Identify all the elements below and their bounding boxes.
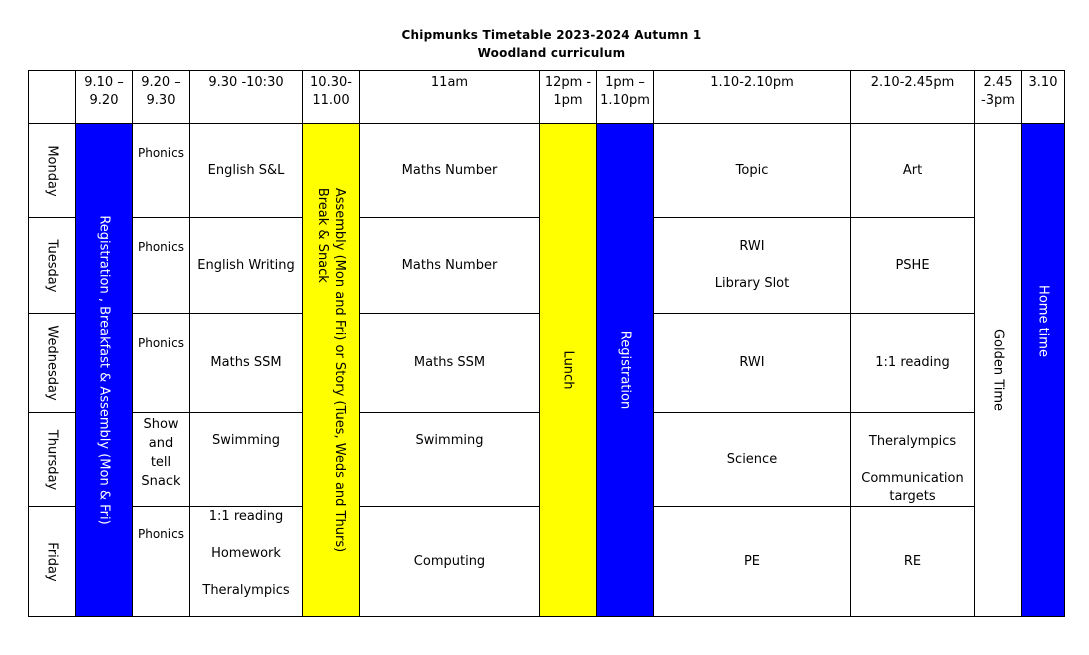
home-time-label: Home time [1035, 284, 1051, 357]
friday-homework-line: Homework [211, 546, 281, 561]
registration-block [596, 123, 654, 617]
header-1300 [596, 70, 654, 124]
tell-line: tell [150, 455, 172, 470]
registration-breakfast-block [75, 123, 133, 617]
phonics-wednesday-label: Phonics [138, 336, 184, 350]
session210-tuesday-label: PSHE [895, 257, 930, 273]
break-snack-label: Break & Snack [315, 187, 330, 283]
session110-friday-label: PE [743, 553, 761, 569]
header-1310 [653, 70, 851, 124]
session11-monday-label: Maths Number [401, 162, 498, 178]
session210-monday [850, 123, 975, 218]
session930-wednesday-label: Maths SSM [210, 355, 282, 370]
session110-monday [653, 123, 851, 218]
day-wednesday [28, 313, 76, 413]
header-1030-line1: 10.30- [310, 75, 352, 90]
session11-thursday [359, 412, 540, 507]
session110-thursday-label: Science [726, 451, 778, 467]
assembly-break-text [314, 188, 348, 552]
theralympics-line: Theralympics [868, 434, 957, 449]
session110-monday-label: Topic [735, 162, 769, 178]
header-1100 [359, 70, 540, 124]
session210-wednesday [850, 313, 975, 413]
session210-monday-label: Art [902, 162, 923, 178]
header-1445 [974, 70, 1022, 124]
header-0910 [75, 70, 133, 124]
session11-tuesday-label: Maths Number [401, 257, 498, 273]
assembly-break-block [302, 123, 360, 617]
golden-time-label: Golden Time [990, 328, 1006, 412]
session110-friday [653, 506, 851, 617]
header-0910-line1: 9.10 – [84, 75, 124, 90]
session11-friday-label: Computing [413, 553, 486, 569]
session210-friday-label: RE [903, 553, 922, 569]
friday-theralympics-line: Theralympics [202, 583, 290, 598]
session110-thursday [653, 412, 851, 507]
targets-line: targets [889, 489, 936, 504]
show-line: Show [143, 417, 179, 432]
friday-reading-line: 1:1 reading [208, 509, 284, 524]
phonics-tuesday [132, 217, 190, 314]
header-1300-line1: 1pm – [605, 75, 645, 90]
session110-tuesday [653, 217, 851, 314]
session210-wednesday-label: 1:1 reading [875, 355, 950, 370]
header-1200-line1: 12pm - [544, 75, 592, 90]
header-1445-line1: 2.45 [983, 75, 1013, 90]
session930-thursday [189, 412, 303, 507]
day-monday [28, 123, 76, 218]
day-friday [28, 506, 76, 617]
header-1100-label: 11am [430, 75, 469, 90]
session930-monday-label: English S&L [207, 162, 285, 178]
session210-friday [850, 506, 975, 617]
timetable-subtitle: Woodland curriculum [477, 46, 626, 60]
header-1410 [850, 70, 975, 124]
lunch-label: Lunch [560, 350, 576, 390]
session11-friday [359, 506, 540, 617]
snack-line: Snack [141, 474, 181, 489]
day-tuesday [28, 217, 76, 314]
phonics-monday-label: Phonics [138, 146, 184, 160]
header-1030-line2: 11.00 [312, 93, 350, 108]
registration-label: Registration [617, 330, 633, 410]
header-0920-line2: 9.30 [146, 93, 176, 108]
header-0920-line1: 9.20 – [141, 75, 181, 90]
communication-line: Communication [861, 471, 964, 486]
day-wednesday-label: Wednesday [44, 325, 60, 401]
assembly-story-label: Assembly (Mon and Fri) or Story (Tues, Weds and Thurs) [332, 187, 347, 553]
header-1510-label: 3.10 [1028, 75, 1058, 90]
day-thursday [28, 412, 76, 507]
show-and-tell-thursday [132, 412, 190, 507]
timetable-title: Chipmunks Timetable 2023-2024 Autumn 1 [401, 28, 702, 42]
header-0910-line2: 9.20 [89, 93, 119, 108]
home-time-block [1021, 123, 1065, 617]
session930-monday [189, 123, 303, 218]
session110-wednesday [653, 313, 851, 413]
session210-thursday [850, 412, 975, 507]
phonics-friday-label: Phonics [138, 527, 184, 541]
session930-tuesday-label: English Writing [197, 257, 295, 273]
header-0920 [132, 70, 190, 124]
header-0930 [189, 70, 303, 124]
phonics-tuesday-label: Phonics [138, 240, 184, 254]
timetable-grid [28, 70, 1065, 617]
corner-cell [28, 70, 76, 124]
session930-wednesday [189, 313, 303, 413]
day-thursday-label: Thursday [44, 429, 60, 490]
session930-thursday-label: Swimming [212, 433, 280, 448]
session11-wednesday [359, 313, 540, 413]
and-line: and [148, 436, 174, 451]
header-1510 [1021, 70, 1065, 124]
golden-time-block [974, 123, 1022, 617]
registration-breakfast-label: Registration , Breakfast & Assembly (Mon & Fri) [96, 215, 112, 525]
session930-tuesday [189, 217, 303, 314]
session11-tuesday [359, 217, 540, 314]
day-monday-label: Monday [44, 144, 60, 197]
session930-friday [189, 506, 303, 617]
header-1445-line2: -3pm [981, 93, 1015, 108]
phonics-wednesday [132, 313, 190, 413]
day-friday-label: Friday [44, 541, 60, 582]
phonics-monday [132, 123, 190, 218]
session210-tuesday [850, 217, 975, 314]
library-slot-line: Library Slot [714, 276, 790, 291]
lunch-block [539, 123, 597, 617]
header-1310-label: 1.10-2.10pm [710, 75, 794, 90]
session11-monday [359, 123, 540, 218]
day-tuesday-label: Tuesday [44, 239, 60, 292]
header-1200 [539, 70, 597, 124]
header-1030 [302, 70, 360, 124]
session11-wednesday-label: Maths SSM [413, 355, 486, 370]
phonics-friday [132, 506, 190, 617]
session11-thursday-label: Swimming [415, 433, 484, 448]
session110-wednesday-label: RWI [739, 355, 765, 370]
header-1200-line2: 1pm [553, 93, 583, 108]
header-1410-label: 2.10-2.45pm [870, 75, 955, 90]
header-0930-label: 9.30 -10:30 [208, 75, 284, 90]
rwi-line: RWI [739, 239, 765, 254]
header-1300-line2: 1.10pm [600, 93, 650, 108]
